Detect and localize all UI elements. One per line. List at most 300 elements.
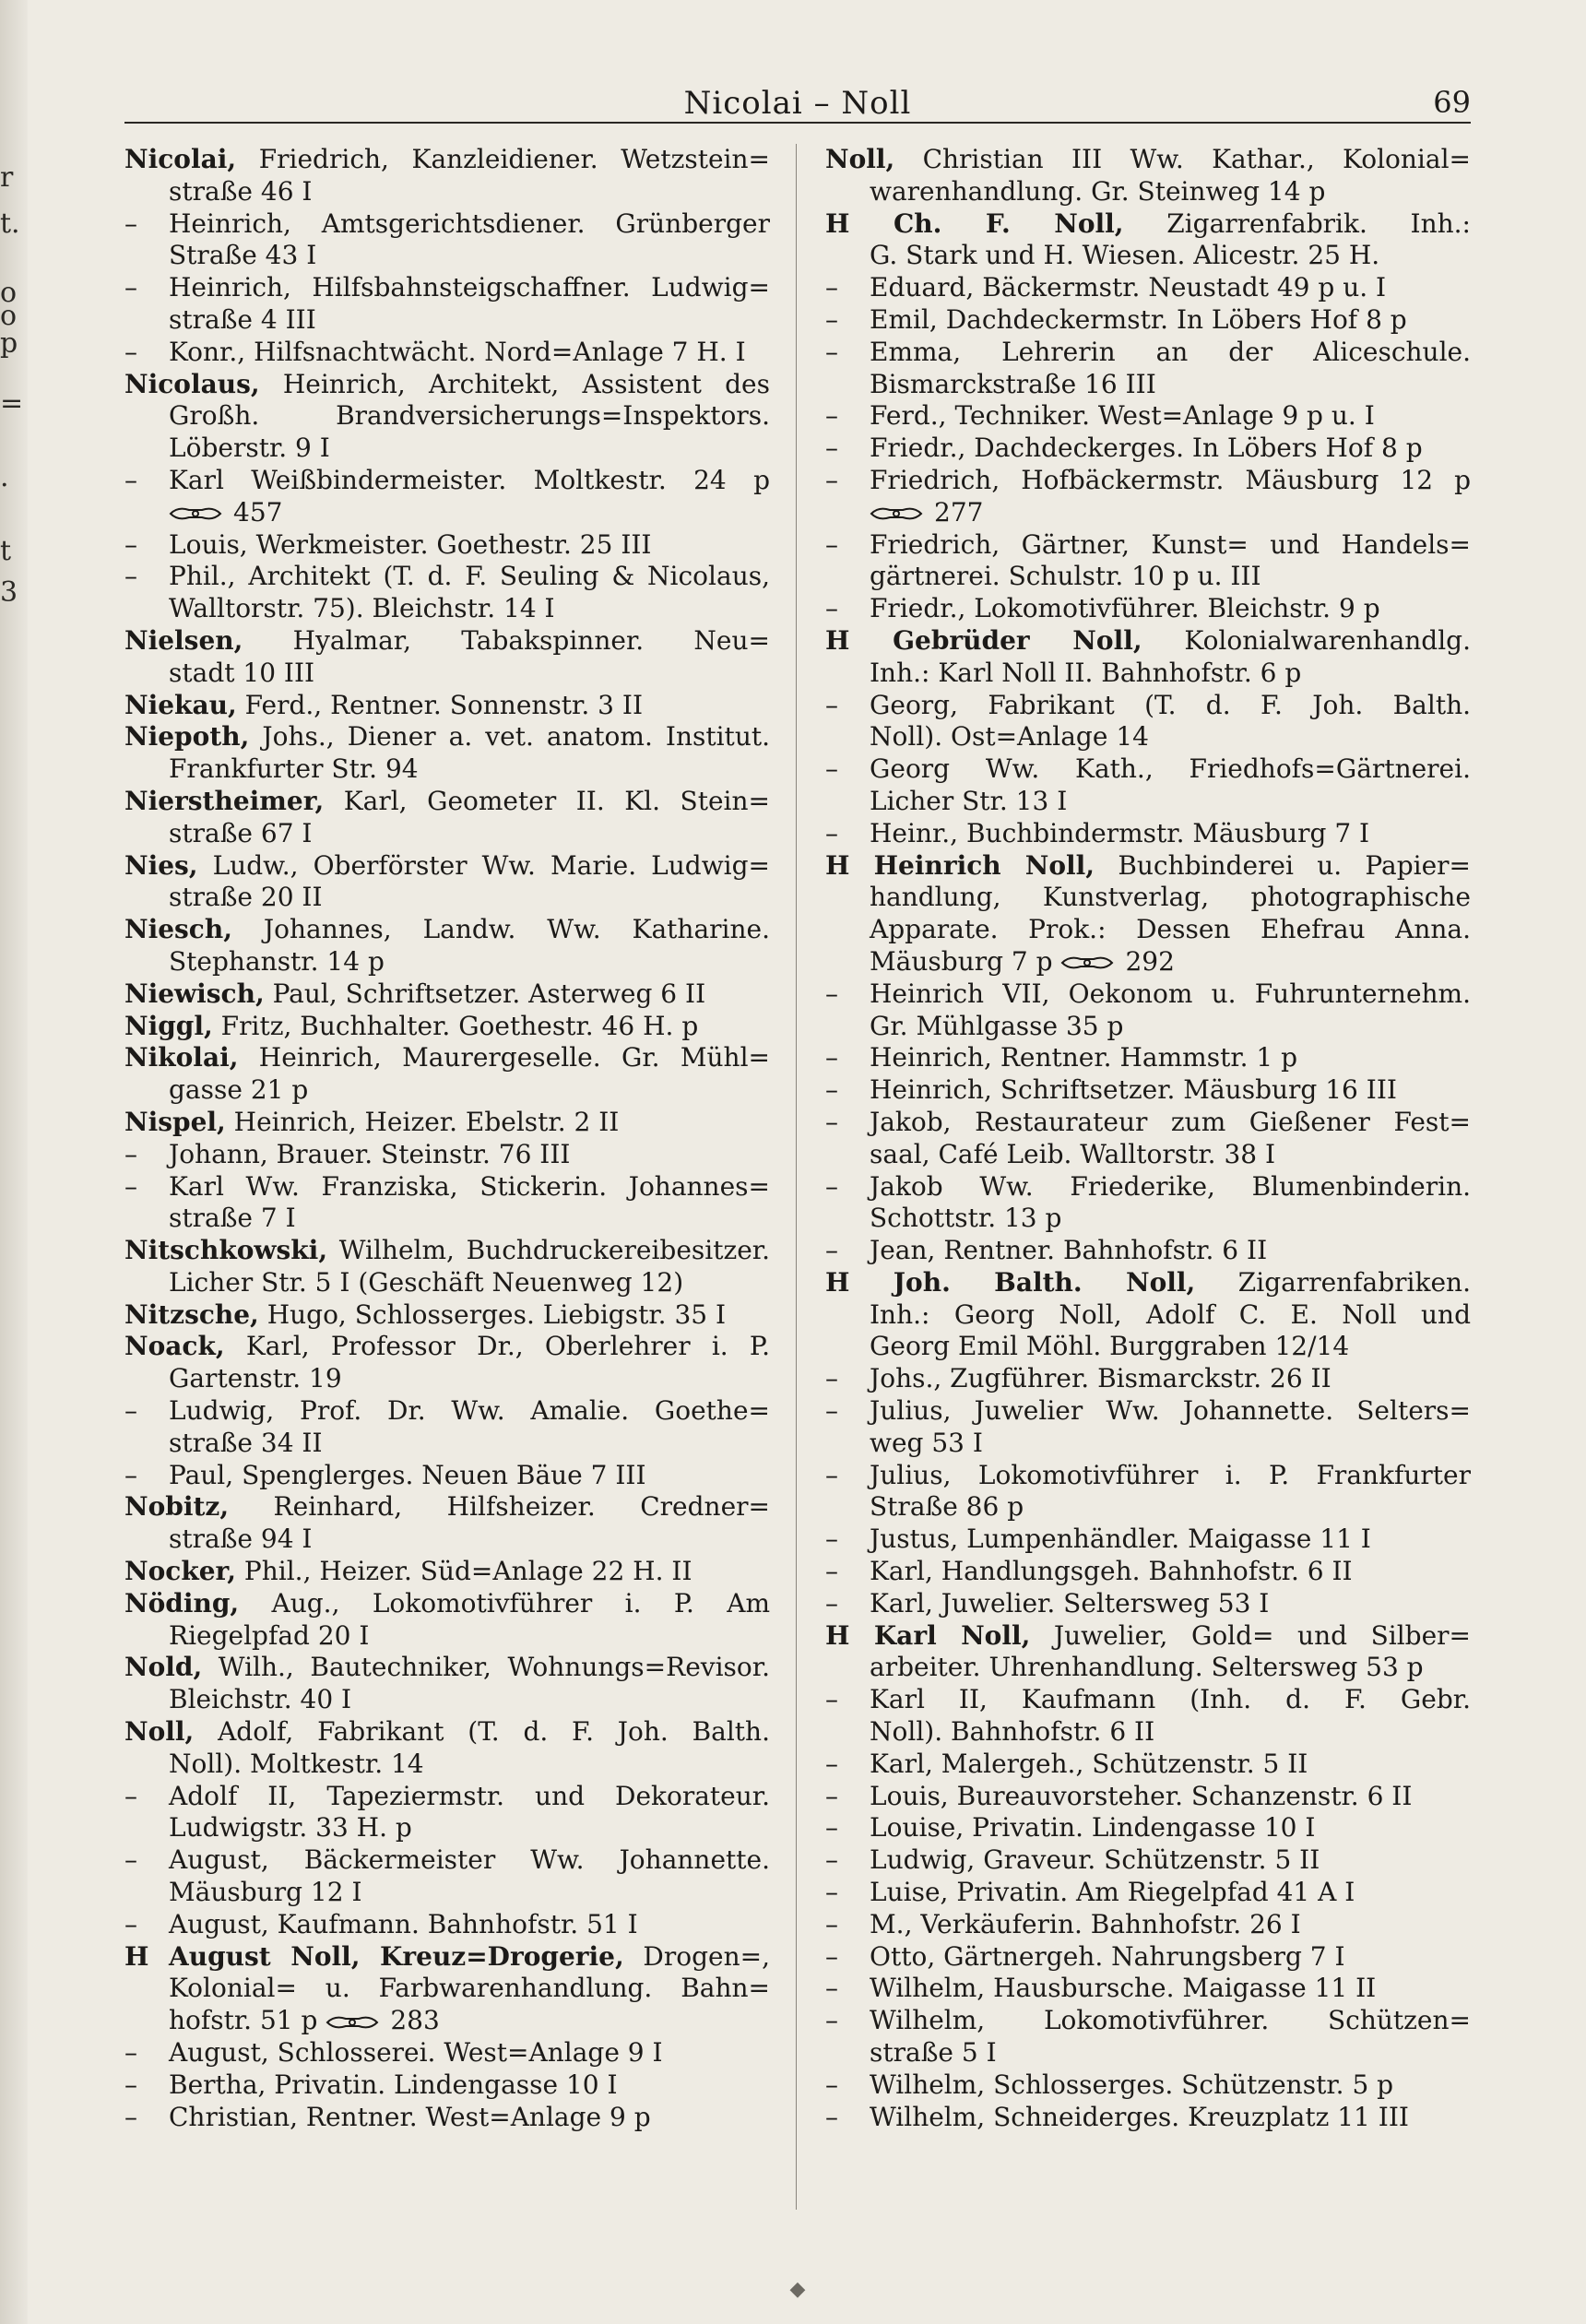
sub-entry bbox=[825, 753, 1471, 818]
entry-line: Gr. Mühlgasse 35 p bbox=[870, 1010, 1124, 1041]
bleed-glyph: p bbox=[0, 327, 18, 360]
entry-line: stadt 10 III bbox=[169, 657, 315, 688]
ditto-dash: – bbox=[825, 1940, 838, 1972]
firm-entry bbox=[825, 208, 1471, 273]
directory-entry bbox=[124, 625, 770, 690]
entry-line: Licher Str. 5 I (Geschäft Neuenweg 12) bbox=[169, 1266, 684, 1298]
ditto-dash: – bbox=[825, 1170, 838, 1202]
entry-name: Nierstheimer, bbox=[124, 785, 325, 816]
running-head: Nicolai – Noll bbox=[683, 85, 912, 122]
ditto-dash: – bbox=[825, 1556, 838, 1587]
sub-entry bbox=[825, 337, 1471, 401]
entry-line: – August, Bäckermeister Ww. Johannette. bbox=[124, 1844, 770, 1876]
entry-line: Nierstheimer, Karl, Geometer II. Kl. Stein= bbox=[124, 785, 770, 816]
entry-line: – Emil, Dachdeckermstr. In Löbers Hof 8 p bbox=[825, 303, 1407, 335]
entry-name: Nold, bbox=[124, 1652, 203, 1683]
entry-line: Noll, Christian III Ww. Kathar., Kolonial= bbox=[825, 144, 1471, 174]
entry-line: gärtnerei. Schulstr. 10 p u. III bbox=[870, 561, 1261, 592]
entry-name: Nielsen, bbox=[124, 624, 243, 656]
entry-line: Nies, Ludw., Oberförster Ww. Marie. Ludwig= bbox=[124, 849, 770, 881]
entry-line: Nöding, Aug., Lokomotivführer i. P. Am bbox=[124, 1587, 770, 1618]
telephone-number: 283 bbox=[390, 2005, 440, 2036]
entry-line: – Georg, Fabrikant (T. d. F. Joh. Balth. bbox=[825, 689, 1471, 720]
entry-name: H August Noll, Kreuz=Drogerie, bbox=[124, 1940, 624, 1972]
sub-entry bbox=[825, 1749, 1471, 1781]
entry-line: Gartenstr. 19 bbox=[169, 1363, 342, 1394]
facing-page-bleed bbox=[0, 0, 28, 2324]
entry-line: Kolonial= u. Farbwarenhandlung. Bahn= bbox=[169, 1973, 770, 2004]
entry-line: – Karl Weißbindermeister. Moltkestr. 24 p bbox=[124, 464, 770, 495]
entry-line: Mäusburg 7 p 292 bbox=[870, 945, 1175, 977]
entry-line: straße 5 I bbox=[870, 2037, 997, 2069]
telephone-icon bbox=[870, 504, 923, 523]
entry-line: Nikolai, Heinrich, Maurergeselle. Gr. Mühl= bbox=[124, 1042, 770, 1073]
entry-line: Nicolai, Friedrich, Kanzleidiener. Wetzstein= bbox=[124, 144, 770, 174]
entry-line: – Wilhelm, Schlosserges. Schützenstr. 5 p bbox=[825, 2069, 1394, 2100]
entry-name: H Karl Noll, bbox=[825, 1619, 1031, 1651]
entry-line: – Jakob, Restaurateur zum Gießener Fest= bbox=[825, 1106, 1471, 1137]
entry-line: – Karl, Juwelier. Seltersweg 53 I bbox=[825, 1587, 1270, 1618]
entry-line: handlung, Kunstverlag, photographische bbox=[870, 882, 1471, 913]
directory-entry bbox=[124, 1299, 770, 1332]
entry-line: – Louis, Bureauvorsteher. Schanzenstr. 6 II bbox=[825, 1780, 1413, 1811]
firm-entry bbox=[825, 850, 1471, 978]
entry-line: Nielsen, Hyalmar, Tabakspinner. Neu= bbox=[124, 624, 770, 656]
entry-line: Licher Str. 13 I bbox=[870, 785, 1068, 816]
entry-line: – Jean, Rentner. Bahnhofstr. 6 II bbox=[825, 1235, 1268, 1266]
directory-entry bbox=[124, 721, 770, 786]
ditto-dash: – bbox=[825, 1748, 838, 1779]
entry-name: Niewisch, bbox=[124, 978, 265, 1009]
directory-entry bbox=[124, 690, 770, 722]
ditto-dash: – bbox=[124, 464, 137, 495]
sub-entry bbox=[825, 1460, 1471, 1524]
ditto-dash: – bbox=[825, 1042, 838, 1073]
directory-entry bbox=[124, 978, 770, 1011]
entry-name: Nispel, bbox=[124, 1106, 226, 1137]
entry-line: – Louis, Werkmeister. Goethestr. 25 III bbox=[124, 528, 652, 560]
entry-line: – Heinrich, Hilfsbahnsteigschaffner. Ludwig= bbox=[124, 272, 770, 303]
sub-entry bbox=[124, 529, 770, 562]
entry-line: H Gebrüder Noll, Kolonialwarenhandlg. bbox=[825, 624, 1471, 656]
sub-entry bbox=[124, 1909, 770, 1941]
entry-line: Nicolaus, Heinrich, Architekt, Assistent des bbox=[124, 368, 770, 399]
entry-name: Niepoth, bbox=[124, 721, 250, 753]
entry-line: H Ch. F. Noll, Zigarrenfabrik. Inh.: bbox=[825, 208, 1471, 239]
entry-line: H August Noll, Kreuz=Drogerie, Drogen=, bbox=[124, 1940, 770, 1972]
entry-line: – Ferd., Techniker. West=Anlage 9 p u. I bbox=[825, 400, 1375, 432]
sub-entry bbox=[825, 690, 1471, 754]
sub-entry bbox=[124, 2102, 770, 2134]
sub-entry bbox=[825, 593, 1471, 625]
sub-entry bbox=[825, 1909, 1471, 1941]
entry-line: – Karl Ww. Franziska, Stickerin. Johannes= bbox=[124, 1170, 770, 1202]
firm-entry bbox=[825, 625, 1471, 690]
bleed-glyph: = bbox=[0, 387, 24, 420]
entry-line: Löberstr. 9 I bbox=[169, 433, 330, 464]
entry-line: Niekau, Ferd., Rentner. Sonnenstr. 3 II bbox=[124, 689, 644, 720]
directory-entry bbox=[124, 914, 770, 978]
entry-line: Schottstr. 13 p bbox=[870, 1203, 1062, 1234]
entry-line: Noll, Adolf, Fabrikant (T. d. F. Joh. Balth. bbox=[124, 1716, 770, 1748]
directory-entry bbox=[124, 1235, 770, 1299]
ditto-dash: – bbox=[124, 1780, 137, 1811]
ditto-dash: – bbox=[825, 1363, 838, 1394]
entry-line: – Friedrich, Hofbäckermstr. Mäusburg 12 p bbox=[825, 464, 1471, 495]
bleed-glyph: 3 bbox=[0, 576, 18, 609]
sub-entry bbox=[825, 1812, 1471, 1844]
sub-entry bbox=[825, 1588, 1471, 1620]
entry-line: – Adolf II, Tapeziermstr. und Dekorateur. bbox=[124, 1780, 770, 1811]
entry-name: Nocker, bbox=[124, 1556, 236, 1587]
sub-entry bbox=[825, 465, 1471, 529]
ditto-dash: – bbox=[124, 1395, 137, 1427]
ditto-dash: – bbox=[825, 400, 838, 432]
sub-entry bbox=[825, 433, 1471, 465]
entry-line: straße 34 II bbox=[169, 1427, 323, 1458]
ditto-dash: – bbox=[825, 1780, 838, 1811]
sub-entry bbox=[124, 2069, 770, 2102]
sub-entry bbox=[825, 304, 1471, 337]
left-column bbox=[124, 144, 770, 2133]
sub-entry bbox=[124, 1781, 770, 1845]
entry-line: Bismarckstraße 16 III bbox=[870, 368, 1156, 399]
ditto-dash: – bbox=[825, 1684, 838, 1715]
entry-line: – M., Verkäuferin. Bahnhofstr. 26 I bbox=[825, 1908, 1301, 1939]
entry-line: Inh.: Georg Noll, Adolf C. E. Noll und bbox=[870, 1298, 1471, 1330]
telephone-icon bbox=[1060, 954, 1114, 972]
directory-entry bbox=[124, 850, 770, 915]
sub-entry bbox=[825, 1844, 1471, 1877]
ditto-dash: – bbox=[124, 2101, 137, 2132]
entry-line: Nobitz, Reinhard, Hilfsheizer. Credner= bbox=[124, 1491, 770, 1523]
entry-line: – Konr., Hilfsnachtwächt. Nord=Anlage 7 H. I bbox=[124, 336, 746, 367]
sub-entry bbox=[825, 1524, 1471, 1556]
entry-line: – Karl, Malergeh., Schützenstr. 5 II bbox=[825, 1748, 1308, 1779]
directory-entry bbox=[124, 1331, 770, 1395]
sub-entry bbox=[825, 818, 1471, 850]
ditto-dash: – bbox=[825, 1459, 838, 1490]
firm-entry bbox=[825, 1620, 1471, 1685]
entry-name: H Ch. F. Noll, bbox=[825, 208, 1124, 239]
entry-line: – Friedr., Dachdeckerges. In Löbers Hof 8 p bbox=[825, 433, 1423, 464]
directory-entry bbox=[124, 1011, 770, 1043]
entry-name: Niekau, bbox=[124, 689, 237, 720]
firm-entry bbox=[825, 1267, 1471, 1363]
entry-line: Straße 43 I bbox=[169, 240, 317, 271]
ditto-dash: – bbox=[825, 1812, 838, 1844]
entry-line: – Karl II, Kaufmann (Inh. d. F. Gebr. bbox=[825, 1684, 1471, 1715]
entry-line: weg 53 I bbox=[870, 1427, 983, 1458]
entry-name: H Heinrich Noll, bbox=[825, 849, 1095, 881]
entry-line: G. Stark und H. Wiesen. Alicestr. 25 H. bbox=[870, 240, 1380, 271]
entry-name: Nicolai, bbox=[124, 144, 237, 174]
telephone-number: 457 bbox=[233, 496, 283, 528]
entry-line: – August, Kaufmann. Bahnhofstr. 51 I bbox=[124, 1908, 638, 1939]
entry-line: – Justus, Lumpenhändler. Maigasse 11 I bbox=[825, 1524, 1371, 1555]
ditto-dash: – bbox=[825, 593, 838, 624]
ditto-dash: – bbox=[825, 1587, 838, 1618]
entry-line: Stephanstr. 14 p bbox=[169, 945, 385, 977]
entry-name: Niggl, bbox=[124, 1010, 213, 1041]
page-number: 69 bbox=[1433, 85, 1471, 120]
directory-entry bbox=[124, 1491, 770, 1556]
entry-line: – Heinrich, Schriftsetzer. Mäusburg 16 III bbox=[825, 1074, 1397, 1106]
right-column bbox=[825, 144, 1471, 2133]
directory-entry bbox=[124, 1042, 770, 1107]
ditto-dash: – bbox=[124, 272, 137, 303]
entry-line: hofstr. 51 p 283 bbox=[169, 2005, 440, 2036]
ditto-dash: – bbox=[825, 1106, 838, 1137]
sub-entry bbox=[825, 2069, 1471, 2102]
entry-line: Ludwigstr. 33 H. p bbox=[169, 1812, 412, 1844]
ditto-dash: – bbox=[825, 1908, 838, 1939]
ditto-dash: – bbox=[825, 689, 838, 720]
entry-line: Großh. Brandversicherungs=Inspektors. bbox=[169, 400, 770, 432]
sub-entry bbox=[825, 1107, 1471, 1171]
entry-line: – Ludwig, Graveur. Schützenstr. 5 II bbox=[825, 1844, 1320, 1876]
entry-line: straße 20 II bbox=[169, 882, 323, 913]
sub-entry bbox=[825, 1877, 1471, 1909]
ditto-dash: – bbox=[124, 208, 137, 239]
sub-entry bbox=[124, 465, 770, 529]
entry-line: Niggl, Fritz, Buchhalter. Goethestr. 46 H. p bbox=[124, 1010, 699, 1041]
entry-line: Noll). Bahnhofstr. 6 II bbox=[870, 1716, 1155, 1748]
sub-entry bbox=[124, 2037, 770, 2069]
sub-entry bbox=[124, 337, 770, 369]
entry-line: arbeiter. Uhrenhandlung. Seltersweg 53 p bbox=[870, 1652, 1424, 1683]
sub-entry bbox=[124, 1844, 770, 1909]
ditto-dash: – bbox=[825, 817, 838, 848]
sub-entry bbox=[124, 272, 770, 337]
ditto-dash: – bbox=[124, 1138, 137, 1169]
entry-line: Niewisch, Paul, Schriftsetzer. Asterweg 6 II bbox=[124, 978, 706, 1009]
bleed-glyph: t bbox=[0, 535, 12, 567]
entry-line: Frankfurter Str. 94 bbox=[169, 753, 419, 785]
entry-line: Nispel, Heinrich, Heizer. Ebelstr. 2 II bbox=[124, 1106, 620, 1137]
sub-entry bbox=[124, 1395, 770, 1460]
bleed-glyph: . bbox=[0, 461, 9, 493]
sub-entry bbox=[124, 1171, 770, 1236]
sub-entry bbox=[825, 1556, 1471, 1588]
entry-line: Inh.: Karl Noll II. Bahnhofstr. 6 p bbox=[870, 657, 1302, 688]
ditto-dash: – bbox=[825, 2069, 838, 2100]
entry-name: Nitschkowski, bbox=[124, 1235, 328, 1266]
entry-line: – Julius, Lokomotivführer i. P. Frankfurter bbox=[825, 1459, 1471, 1490]
sub-entry bbox=[825, 1171, 1471, 1236]
ditto-dash: – bbox=[825, 1877, 838, 1908]
sub-entry bbox=[825, 1395, 1471, 1460]
entry-line: saal, Café Leib. Walltorstr. 38 I bbox=[870, 1138, 1276, 1169]
telephone-icon bbox=[169, 504, 222, 523]
sub-entry bbox=[825, 272, 1471, 304]
entry-name: Nikolai, bbox=[124, 1042, 239, 1073]
entry-line: – Karl, Handlungsgeh. Bahnhofstr. 6 II bbox=[825, 1556, 1353, 1587]
entry-line: Nitschkowski, Wilhelm, Buchdruckereibesitzer. bbox=[124, 1235, 770, 1266]
entry-line: – Johann, Brauer. Steinstr. 76 III bbox=[124, 1138, 571, 1169]
ditto-dash: – bbox=[825, 1395, 838, 1427]
entry-line: Straße 86 p bbox=[870, 1491, 1024, 1523]
entry-line: – Heinrich, Rentner. Hammstr. 1 p bbox=[825, 1042, 1298, 1073]
telephone-icon bbox=[325, 2013, 379, 2032]
entry-line: – Heinrich, Amtsgerichtsdiener. Grünberger bbox=[124, 208, 770, 239]
entry-line: H Heinrich Noll, Buchbinderei u. Papier= bbox=[825, 849, 1471, 881]
bleed-glyph: o bbox=[0, 277, 18, 309]
entry-line: Georg Emil Möhl. Burggraben 12/14 bbox=[870, 1331, 1350, 1362]
directory-entry bbox=[124, 1588, 770, 1653]
entry-line: Nitzsche, Hugo, Schlosserges. Liebigstr. 35 I bbox=[124, 1298, 727, 1330]
entry-line: – Louise, Privatin. Lindengasse 10 I bbox=[825, 1812, 1316, 1844]
sub-entry bbox=[124, 1139, 770, 1171]
entry-line: straße 7 I bbox=[169, 1203, 296, 1234]
entry-name: Niesch, bbox=[124, 914, 232, 945]
entry-line: Nold, Wilh., Bautechniker, Wohnungs=Revisor. bbox=[124, 1652, 770, 1683]
entry-line: – Heinrich VII, Oekonom u. Fuhrunternehm. bbox=[825, 978, 1471, 1009]
bleed-glyph: o bbox=[0, 300, 18, 332]
sub-entry bbox=[124, 1460, 770, 1492]
entry-line: gasse 21 p bbox=[169, 1074, 309, 1106]
entry-name: Nitzsche, bbox=[124, 1298, 259, 1330]
entry-line: Walltorstr. 75). Bleichstr. 14 I bbox=[169, 593, 555, 624]
entry-name: Nies, bbox=[124, 849, 198, 881]
entry-line: Nocker, Phil., Heizer. Süd=Anlage 22 H. II bbox=[124, 1556, 692, 1587]
directory-entry bbox=[124, 1107, 770, 1139]
sub-entry bbox=[825, 400, 1471, 433]
entry-name: Nöding, bbox=[124, 1587, 240, 1618]
entry-line: – Wilhelm, Hausbursche. Maigasse 11 II bbox=[825, 1973, 1377, 2004]
entry-name: H Joh. Balth. Noll, bbox=[825, 1266, 1196, 1298]
ditto-dash: – bbox=[124, 1908, 137, 1939]
sub-entry bbox=[825, 1235, 1471, 1267]
header-rule bbox=[124, 122, 1471, 124]
sub-entry bbox=[825, 1042, 1471, 1074]
firm-entry bbox=[124, 1941, 770, 2037]
ditto-dash: – bbox=[825, 464, 838, 495]
entry-line: straße 67 I bbox=[169, 817, 313, 848]
entry-name: Nobitz, bbox=[124, 1491, 230, 1523]
entry-line: – Jakob Ww. Friederike, Blumenbinderin. bbox=[825, 1170, 1471, 1202]
entry-name: H Gebrüder Noll, bbox=[825, 624, 1142, 656]
ditto-dash: – bbox=[124, 1170, 137, 1202]
entry-line: straße 4 III bbox=[169, 303, 316, 335]
entry-line: – Phil., Architekt (T. d. F. Seuling & Nicolaus, bbox=[124, 561, 770, 592]
entry-line: – Emma, Lehrerin an der Aliceschule. bbox=[825, 336, 1471, 367]
entry-line: – Ludwig, Prof. Dr. Ww. Amalie. Goethe= bbox=[124, 1395, 770, 1427]
ditto-dash: – bbox=[825, 1235, 838, 1266]
entry-line: – Wilhelm, Schneiderges. Kreuzplatz 11 III bbox=[825, 2101, 1409, 2132]
entry-line: Apparate. Prok.: Dessen Ehefrau Anna. bbox=[870, 914, 1471, 945]
ditto-dash: – bbox=[124, 1844, 137, 1876]
entry-line: straße 94 I bbox=[169, 1524, 313, 1555]
entry-name: Noll, bbox=[124, 1716, 195, 1748]
telephone-number: 277 bbox=[934, 496, 984, 528]
ditto-dash: – bbox=[825, 433, 838, 464]
entry-name: Noll, bbox=[825, 144, 895, 174]
directory-entry bbox=[124, 369, 770, 465]
printer-mark: ◆ bbox=[789, 2278, 806, 2301]
ditto-dash: – bbox=[825, 303, 838, 335]
directory-entry bbox=[825, 144, 1471, 208]
entry-line: H Joh. Balth. Noll, Zigarrenfabriken. bbox=[825, 1266, 1471, 1298]
entry-line: Noack, Karl, Professor Dr., Oberlehrer i. P. bbox=[124, 1331, 770, 1362]
ditto-dash: – bbox=[124, 2069, 137, 2100]
entry-line: Niepoth, Johs., Diener a. vet. anatom. Institut. bbox=[124, 721, 770, 753]
ditto-dash: – bbox=[124, 2037, 137, 2069]
directory-entry bbox=[124, 1652, 770, 1716]
entry-line: – Friedrich, Gärtner, Kunst= und Handels= bbox=[825, 528, 1471, 560]
sub-entry bbox=[825, 978, 1471, 1043]
entry-line: – Paul, Spenglerges. Neuen Bäue 7 III bbox=[124, 1459, 646, 1490]
ditto-dash: – bbox=[124, 528, 137, 560]
entry-line: – Wilhelm, Lokomotivführer. Schützen= bbox=[825, 2005, 1471, 2036]
entry-line: straße 46 I bbox=[169, 175, 313, 207]
entry-line: – Bertha, Privatin. Lindengasse 10 I bbox=[124, 2069, 618, 2100]
ditto-dash: – bbox=[825, 336, 838, 367]
entry-line: – Johs., Zugführer. Bismarckstr. 26 II bbox=[825, 1363, 1332, 1394]
ditto-dash: – bbox=[825, 2005, 838, 2036]
ditto-dash: – bbox=[825, 1844, 838, 1876]
entry-line: Niesch, Johannes, Landw. Ww. Katharine. bbox=[124, 914, 770, 945]
entry-line: – Otto, Gärtnergeh. Nahrungsberg 7 I bbox=[825, 1940, 1345, 1972]
ditto-dash: – bbox=[825, 2101, 838, 2132]
directory-entry bbox=[124, 144, 770, 208]
entry-line: – Friedr., Lokomotivführer. Bleichstr. 9 p bbox=[825, 593, 1380, 624]
sub-entry bbox=[825, 1781, 1471, 1813]
entry-line: – Georg Ww. Kath., Friedhofs=Gärtnerei. bbox=[825, 753, 1471, 785]
page-header bbox=[124, 85, 1471, 131]
entry-line: Noll). Moltkestr. 14 bbox=[169, 1748, 424, 1779]
sub-entry bbox=[124, 561, 770, 625]
entry-line: Bleichstr. 40 I bbox=[169, 1684, 352, 1715]
sub-entry bbox=[825, 1684, 1471, 1749]
entry-name: Nicolaus, bbox=[124, 368, 260, 399]
sub-entry bbox=[825, 529, 1471, 594]
sub-entry bbox=[825, 2005, 1471, 2069]
sub-entry bbox=[825, 2102, 1471, 2134]
ditto-dash: – bbox=[825, 753, 838, 785]
entry-line: – Christian, Rentner. West=Anlage 9 p bbox=[124, 2101, 651, 2132]
ditto-dash: – bbox=[825, 1524, 838, 1555]
entry-line: warenhandlung. Gr. Steinweg 14 p bbox=[870, 175, 1326, 207]
entry-line: Mäusburg 12 I bbox=[169, 1877, 362, 1908]
ditto-dash: – bbox=[825, 528, 838, 560]
bleed-glyph: t. bbox=[0, 208, 20, 240]
sub-entry bbox=[825, 1074, 1471, 1107]
entry-line bbox=[825, 497, 1471, 529]
directory-entry bbox=[124, 1556, 770, 1588]
entry-name: Noack, bbox=[124, 1331, 225, 1362]
ditto-dash: – bbox=[825, 978, 838, 1009]
directory-page bbox=[124, 0, 1471, 2324]
entry-line bbox=[124, 497, 770, 529]
entry-line: H Karl Noll, Juwelier, Gold= und Silber= bbox=[825, 1619, 1471, 1651]
sub-entry bbox=[825, 1363, 1471, 1395]
entry-line: – Eduard, Bäckermstr. Neustadt 49 p u. I bbox=[825, 272, 1387, 303]
entry-line: – Luise, Privatin. Am Riegelpfad 41 A I bbox=[825, 1877, 1355, 1908]
ditto-dash: – bbox=[124, 1459, 137, 1490]
entry-line: Noll). Ost=Anlage 14 bbox=[870, 721, 1149, 753]
telephone-number: 292 bbox=[1125, 945, 1175, 977]
ditto-dash: – bbox=[124, 336, 137, 367]
entry-line: – Heinr., Buchbindermstr. Mäusburg 7 I bbox=[825, 817, 1370, 848]
ditto-dash: – bbox=[124, 561, 137, 592]
sub-entry bbox=[124, 208, 770, 273]
ditto-dash: – bbox=[825, 1074, 838, 1106]
ditto-dash: – bbox=[825, 272, 838, 303]
sub-entry bbox=[825, 1973, 1471, 2005]
column-divider bbox=[796, 144, 797, 2210]
bleed-glyph: r bbox=[0, 161, 14, 194]
